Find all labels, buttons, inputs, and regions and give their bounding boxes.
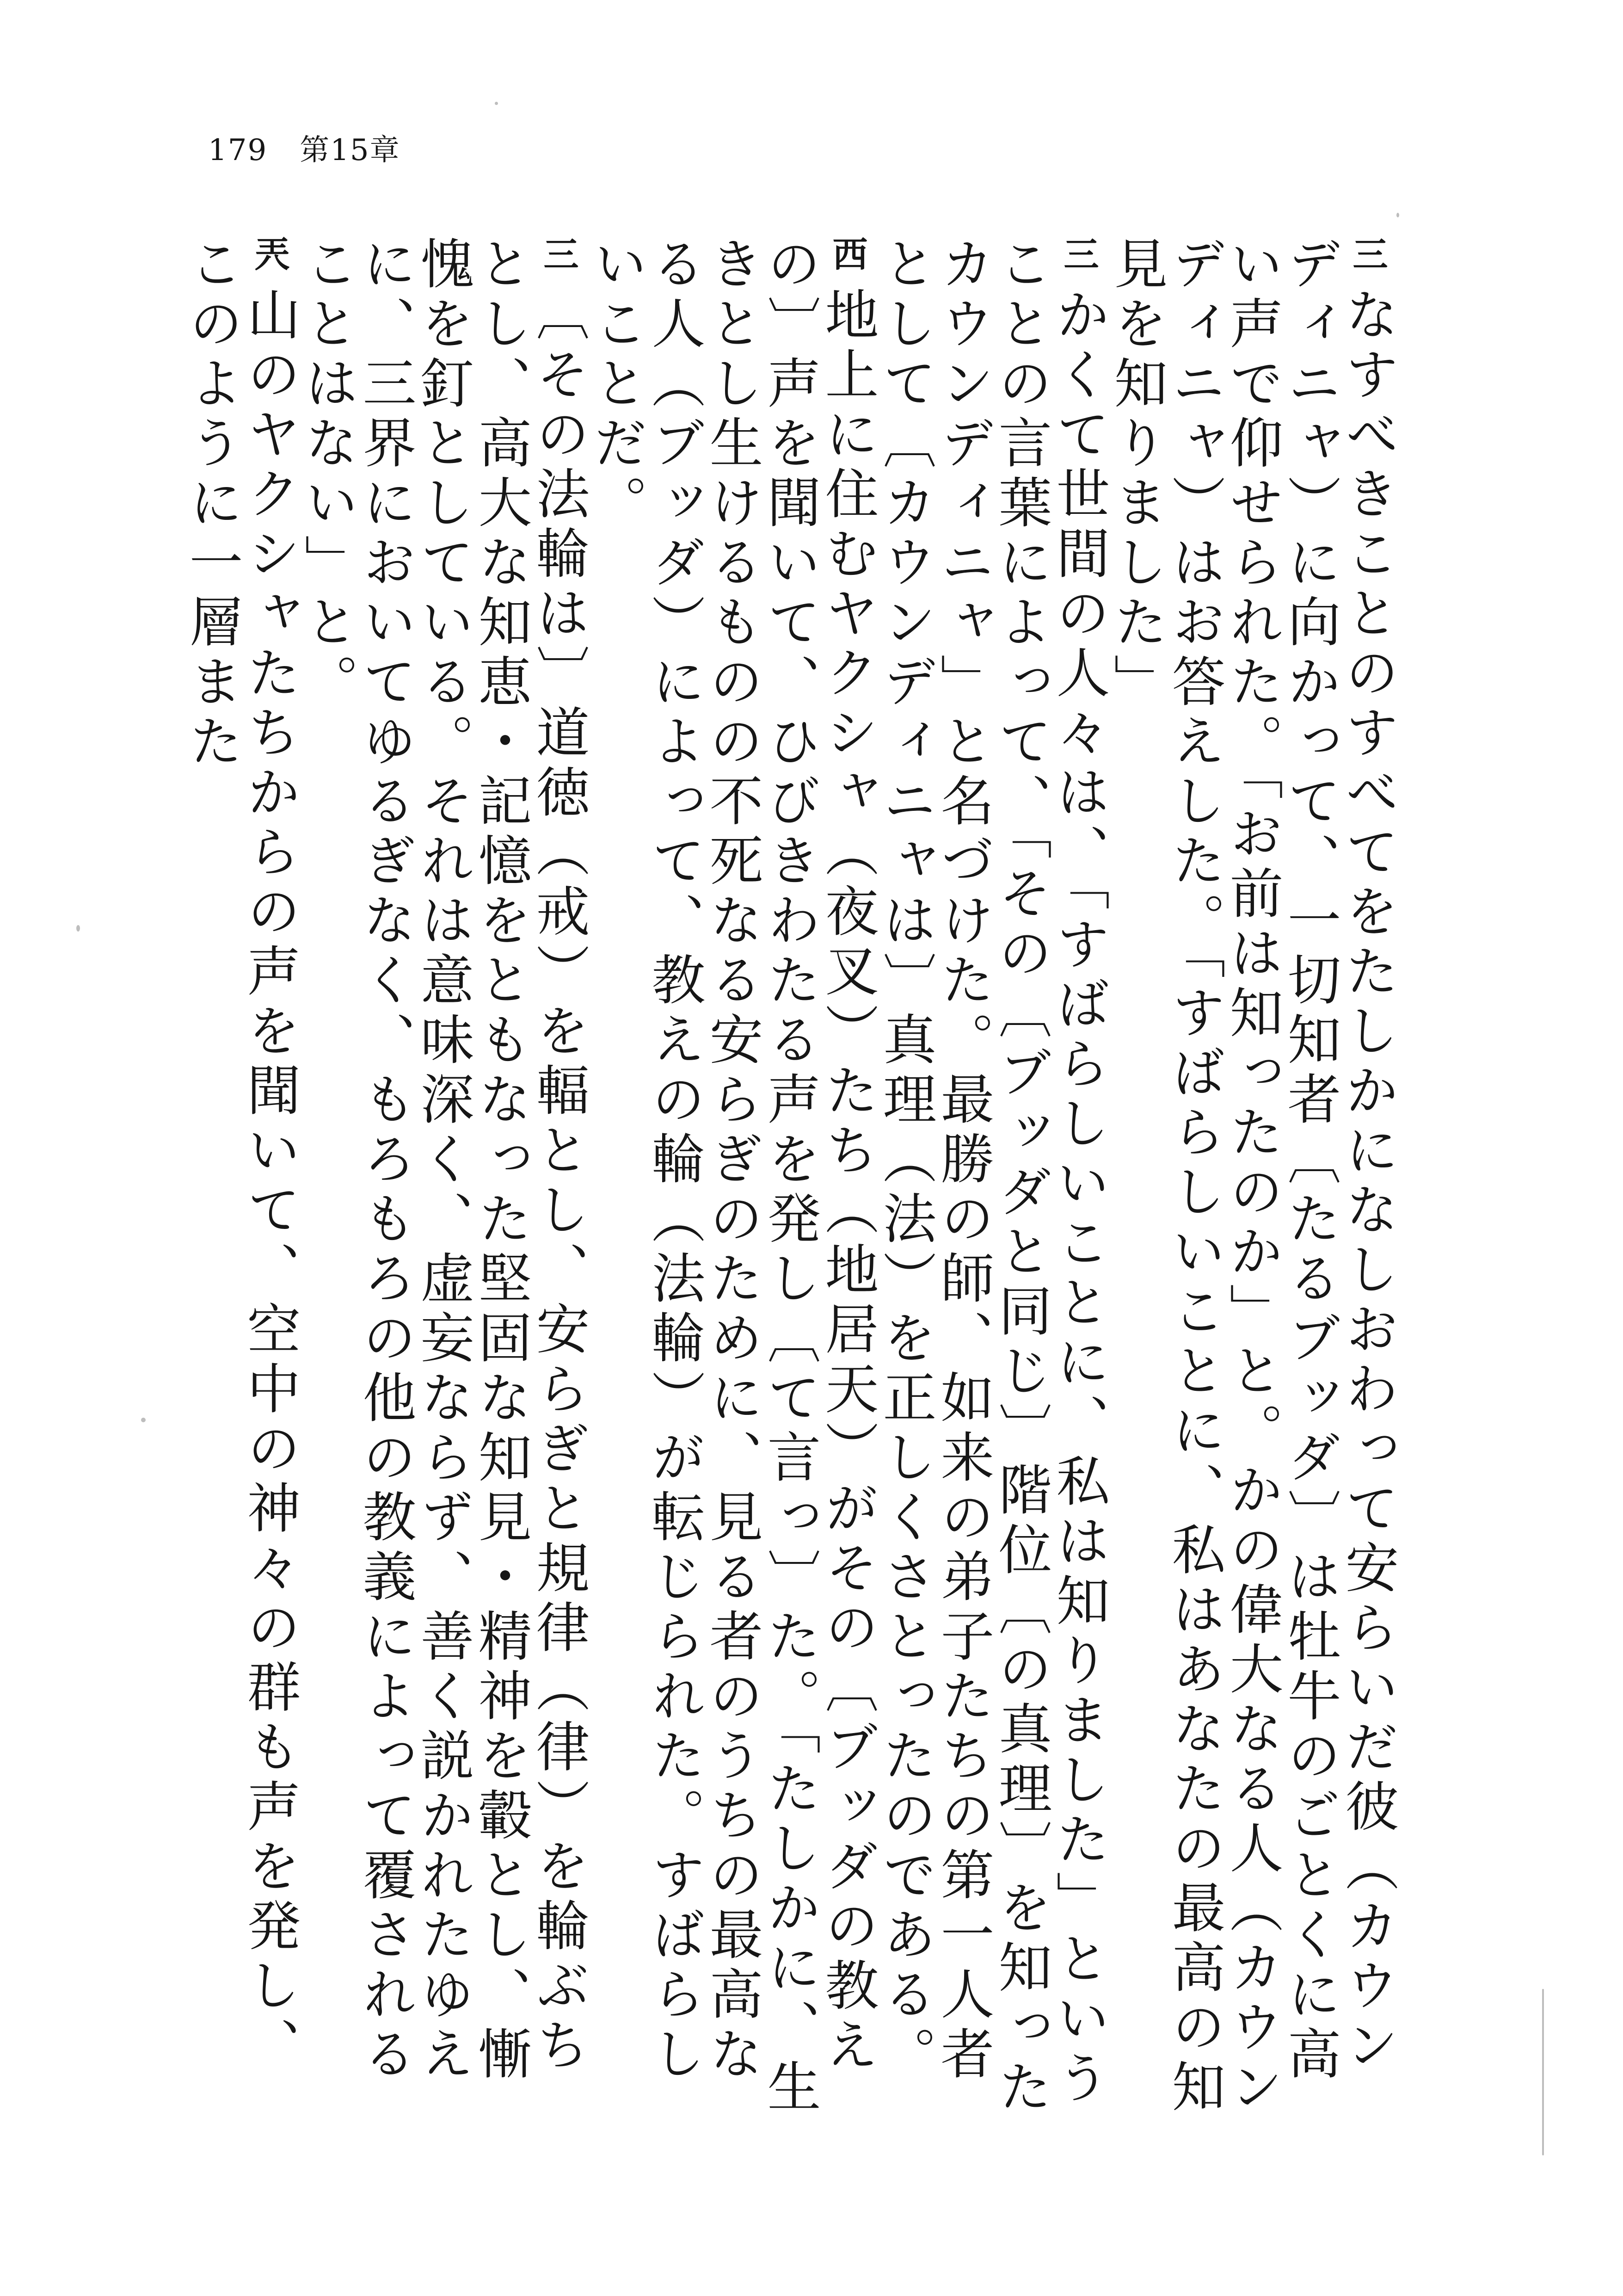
verse-block: [296, 236, 590, 2123]
verse-block: [180, 236, 301, 2123]
scan-speck: [1542, 1989, 1544, 2155]
verse-text: 〔その法輪は〕道徳（戒）を輻とし、安らぎと規律（律）を輪ぶちとし、高大な知恵・記憶をともなった堅固な知見・精神を轂とし、慚愧を釘としている。それは意味深く、虚妄ならず、善く説かれたゆえに、三界においてゆるぎなく、もろもろの他の教義によって覆されることはない」と。: [296, 236, 590, 2086]
verse-number: 三: [538, 236, 579, 271]
verse-text: なすべきことのすべてをたしかになしおわって安らいだ彼（カウンディニャ）に向かって、一切知者〔たるブッダ〕は牡牛のごとくに高い声で仰せられた。「お前は知ったのか」と。かの偉大なる人（カウンディニャ）はお答えした。「すばらしいことに、私はあなたの最高の知見を知りました」: [1105, 236, 1399, 2118]
chapter-title: 第15章: [300, 133, 400, 167]
verse-block: [585, 236, 879, 2123]
scan-speck: [1396, 213, 1399, 217]
verse-block: [874, 236, 1110, 2123]
vertical-text-body: [180, 236, 1399, 2123]
scan-speck: [76, 925, 80, 932]
verse-number: 兲: [249, 236, 290, 271]
page-number: 179: [208, 133, 268, 167]
verse-text: 山のヤクシャたちからの声を聞いて、空中の神々の群も声を発し、このように一層また: [180, 236, 301, 2077]
verse-text: 地上に住むヤクシャ（夜叉）たち（地居天）がその〔ブッダの教えの〕声を聞いて、ひびきわたる声を発し〔て言っ〕た。「たしかに、生きとし生けるものの不死なる安らぎのために、見る者のうちの最高なる人（ブッダ）によって、教えの輪（法輪）が転じられた。すばらしいことだ。: [585, 236, 879, 2118]
verse-number: 西: [827, 236, 868, 271]
verse-text: かくて世間の人々は、「すばらしいことに、私は知りました」ということの言葉によって、「その〔ブッダと同じ〕階位〔の真理〕を知ったカウンディニャ」と名づけた。最勝の師、如来の弟子たちの第一人者として〔カウンディニャは〕真理（法）を正しくさとったのである。: [874, 236, 1110, 2118]
verse-number: 三: [1347, 236, 1388, 271]
scan-speck: [495, 102, 498, 105]
verse-number: 三: [1058, 236, 1099, 271]
scan-speck: [141, 1418, 146, 1422]
page-header: [208, 132, 400, 169]
verse-block: [1105, 236, 1399, 2123]
